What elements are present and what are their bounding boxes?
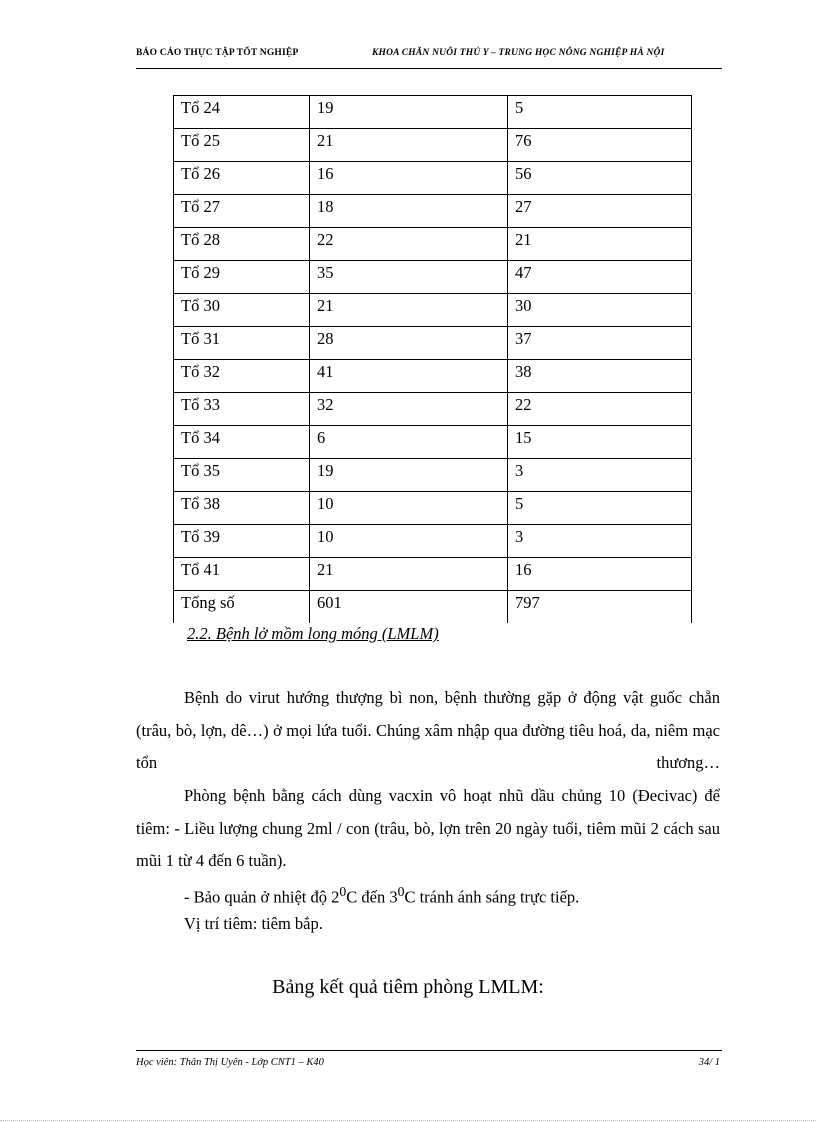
cell-value-b: 38 [508, 360, 692, 393]
cell-value-a: 19 [310, 459, 508, 492]
cell-group: Tổ 39 [174, 525, 310, 558]
section-title: 2.2. Bệnh lở mồm long móng (LMLM) [187, 624, 439, 643]
cell-group: Tổ 41 [174, 558, 310, 591]
cell-value-a: 16 [310, 162, 508, 195]
cell-group: Tổng số [174, 591, 310, 624]
cell-group: Tổ 35 [174, 459, 310, 492]
footer-student-info: Học viên: Thân Thị Uyên - Lớp CNT1 – K40 [136, 1057, 324, 1068]
cell-group: Tổ 29 [174, 261, 310, 294]
cell-value-a: 21 [310, 558, 508, 591]
footer-divider [136, 1050, 722, 1051]
cell-group: Tổ 24 [174, 96, 310, 129]
cell-value-b: 15 [508, 426, 692, 459]
storage-text-suffix: C tránh ánh sáng trực tiếp. [404, 887, 580, 907]
cell-group: Tổ 31 [174, 327, 310, 360]
cell-value-a: 41 [310, 360, 508, 393]
table-row [174, 360, 692, 393]
cell-value-a: 21 [310, 129, 508, 162]
table-row [174, 492, 692, 525]
cell-value-a: 10 [310, 492, 508, 525]
cell-group: Tổ 33 [174, 393, 310, 426]
cell-value-b: 76 [508, 129, 692, 162]
paragraph-prevention: Phòng bệnh bằng cách dùng vacxin vô hoạt nhũ dầu chủng 10 (Đecivac) để tiêm: - Liều lượng chung 2ml / con (trâu, bò, lợn trên 20 ngày tuổi, tiêm mũi 2 cách sau mũi 1 từ 4 đến 6 tuần). [136, 786, 720, 870]
cell-value-a: 22 [310, 228, 508, 261]
cell-value-b: 797 [508, 591, 692, 624]
cell-value-a: 6 [310, 426, 508, 459]
cell-group: Tổ 38 [174, 492, 310, 525]
table-row [174, 558, 692, 591]
storage-degree-1: 0 [339, 884, 347, 899]
table-row [174, 228, 692, 261]
table-row [174, 195, 692, 228]
table-row [174, 96, 692, 129]
table-row [174, 591, 692, 624]
cell-value-b: 22 [508, 393, 692, 426]
page-edge [0, 1120, 816, 1121]
table-row [174, 459, 692, 492]
cell-group: Tổ 26 [174, 162, 310, 195]
paragraph-disease-description: Bệnh do virut hướng thượng bì non, bệnh thường gặp ở động vật guốc chẵn (trâu, bò, lợn, dê…) ở mọi lứa tuổi. Chúng xâm nhập qua đường tiêu hoá, da, niêm mạc tổn thương… [136, 688, 720, 772]
cell-value-b: 56 [508, 162, 692, 195]
storage-degree-2: 0 [397, 884, 405, 899]
storage-text-mid: C đến 3 [346, 887, 398, 907]
cell-value-b: 37 [508, 327, 692, 360]
cell-value-b: 5 [508, 492, 692, 525]
table-row [174, 393, 692, 426]
table-row [174, 327, 692, 360]
cell-value-b: 3 [508, 459, 692, 492]
cell-value-a: 21 [310, 294, 508, 327]
cell-group: Tổ 30 [174, 294, 310, 327]
cell-value-b: 3 [508, 525, 692, 558]
table-row [174, 294, 692, 327]
cell-value-a: 35 [310, 261, 508, 294]
table-row [174, 162, 692, 195]
table-row [174, 426, 692, 459]
cell-value-a: 18 [310, 195, 508, 228]
cell-group: Tổ 25 [174, 129, 310, 162]
cell-value-b: 5 [508, 96, 692, 129]
header-report-title: BÁO CÁO THỰC TẬP TỐT NGHIỆP [136, 48, 299, 58]
page-footer [136, 1057, 720, 1068]
cell-group: Tổ 28 [174, 228, 310, 261]
header-divider [136, 68, 722, 69]
cell-value-b: 30 [508, 294, 692, 327]
cell-value-b: 47 [508, 261, 692, 294]
header-faculty-name: KHOA CHĂN NUÔI THÚ Y – TRUNG HỌC NÔNG NGHIỆP HÀ NỘI [372, 48, 665, 58]
cell-value-b: 27 [508, 195, 692, 228]
cell-group: Tổ 27 [174, 195, 310, 228]
cell-value-b: 16 [508, 558, 692, 591]
cell-value-b: 21 [508, 228, 692, 261]
storage-text-prefix: - Bảo quản ở nhiệt độ 2 [184, 887, 340, 907]
cell-value-a: 28 [310, 327, 508, 360]
cell-value-a: 32 [310, 393, 508, 426]
page-number: 34/ 1 [698, 1057, 720, 1068]
cell-group: Tổ 32 [174, 360, 310, 393]
cell-group: Tổ 34 [174, 426, 310, 459]
table-row [174, 129, 692, 162]
cell-value-a: 10 [310, 525, 508, 558]
vaccination-table [173, 95, 692, 623]
cell-value-a: 601 [310, 591, 508, 624]
paragraph-injection-site: Vị trí tiêm: tiêm bắp. [184, 914, 323, 933]
table-row [174, 261, 692, 294]
table-caption: Bảng kết quả tiêm phòng LMLM: [272, 976, 544, 998]
table-row [174, 525, 692, 558]
cell-value-a: 19 [310, 96, 508, 129]
